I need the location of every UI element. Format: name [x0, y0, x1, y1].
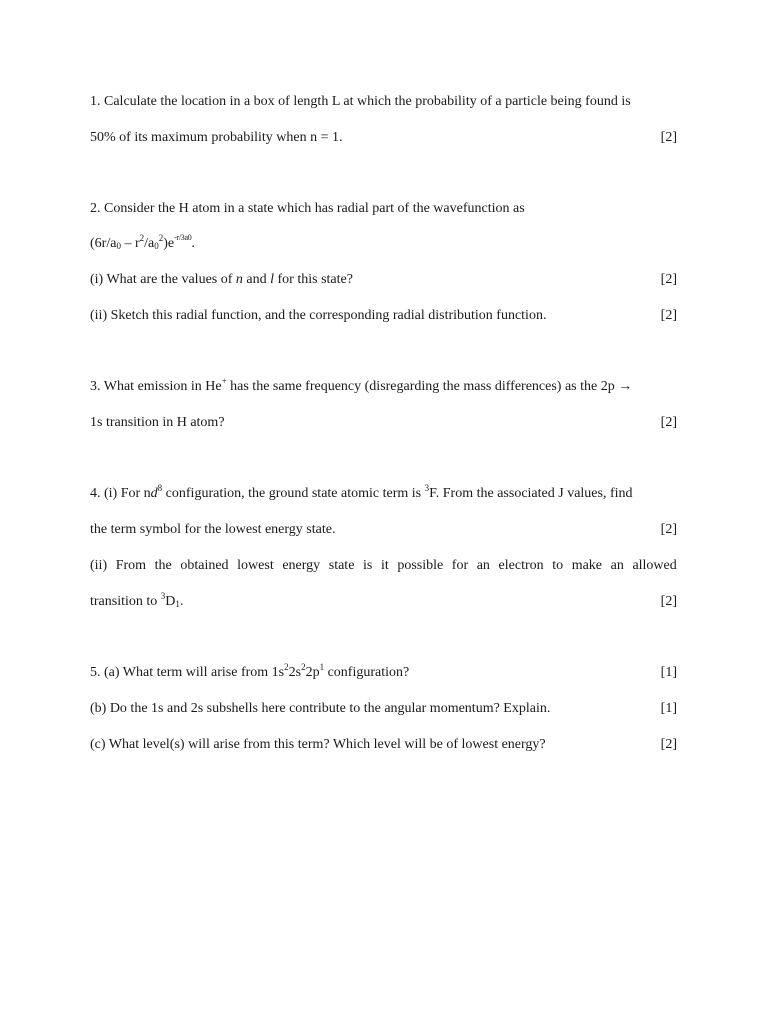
q4-ii-word: (ii) — [90, 558, 108, 573]
q4-text: configuration, the ground state atomic term is — [162, 486, 425, 501]
q2-i-text: for this state? — [274, 272, 353, 287]
q4-ii-word: possible — [397, 558, 444, 573]
q5-a-sup: 2 — [301, 662, 306, 672]
q4-ii-word: an — [476, 558, 490, 573]
q4-ii-text: D — [165, 594, 176, 609]
q4-i-line-2 — [90, 520, 677, 540]
q3-line-1 — [90, 377, 677, 397]
q1-marks: [2] — [660, 130, 677, 145]
q2-i-l: l — [270, 272, 275, 287]
q4-ii-word: for — [451, 558, 469, 573]
q2-formula-sub: 0 — [116, 241, 121, 251]
q2-i-text: (i) What are the values of — [90, 272, 236, 287]
q4-ii-word: electron — [498, 558, 544, 573]
q4-ii-sup: 3 — [160, 591, 166, 601]
q3-marks: [2] — [660, 415, 677, 430]
q5-part-a — [90, 663, 677, 683]
q2-i-marks: [2] — [660, 272, 677, 287]
q1-text-2: 50% of its maximum probability when n = 1. — [90, 130, 343, 145]
q5-a-text: 2p — [305, 665, 320, 680]
q2-i-text: and — [242, 272, 271, 287]
q4-ii-word: to — [552, 558, 564, 573]
q4-text: 4. (i) For n — [90, 486, 151, 501]
q4-ii-word: energy — [282, 558, 321, 573]
q2-formula — [90, 234, 677, 254]
q1-text-1: 1. Calculate the location in a box of length L at which the probability of a particle being found is — [90, 94, 631, 109]
q4-ii-line-2 — [90, 592, 677, 612]
q4-sup: 8 — [157, 483, 163, 493]
q4-ii-marks: [2] — [660, 594, 677, 609]
q2-formula-sup: 2 — [158, 233, 164, 243]
q2-i-n: n — [235, 272, 243, 287]
q5-a-sup: 1 — [319, 662, 325, 672]
q1-line-2 — [90, 128, 677, 148]
q4-ii-word: From — [115, 558, 147, 573]
q4-ii-word: obtained — [180, 558, 229, 573]
q2-formula-part: . — [191, 236, 195, 251]
q2-formula-part: )e — [163, 236, 175, 251]
q4-ii-word: is — [363, 558, 373, 573]
q2-ii-marks: [2] — [660, 308, 677, 323]
q4-ii-word: it — [380, 558, 389, 573]
q4-ii-word: lowest — [237, 558, 274, 573]
q4-ii-word: make — [571, 558, 603, 573]
q2-ii-text: (ii) Sketch this radial function, and the corresponding radial distribution function. — [90, 308, 547, 323]
q3-text: has the same frequency (disregarding the mass differences) as the 2p → — [226, 379, 633, 394]
q4-ii-line-1 — [90, 556, 677, 576]
q2-part-i — [90, 270, 677, 290]
q3-sup: + — [221, 376, 227, 386]
q5-a-text: 5. (a) What term will arise from 1s — [90, 665, 285, 680]
q5-b-text: (b) Do the 1s and 2s subshells here contribute to the angular momentum? Explain. — [90, 701, 551, 716]
q1-line-1 — [90, 92, 677, 112]
q3-text-2: 1s transition in H atom? — [90, 415, 225, 430]
q4-ii-text: transition to — [90, 594, 161, 609]
q5-a-marks: [1] — [660, 665, 677, 680]
q2-formula-part: – r — [120, 236, 140, 251]
q4-term-sup: 3 — [424, 483, 430, 493]
q4-d: d — [150, 486, 158, 501]
q4-ii-word: the — [154, 558, 172, 573]
q2-intro-text: 2. Consider the H atom in a state which has radial part of the wavefunction as — [90, 201, 525, 216]
q4-ii-word: state — [328, 558, 355, 573]
q4-ii-word: allowed — [632, 558, 677, 573]
q5-part-c — [90, 735, 677, 755]
q2-formula-sup: 2 — [139, 233, 145, 243]
q2-part-ii — [90, 306, 677, 326]
q5-c-text: (c) What level(s) will arise from this term? Which level will be of lowest energy? — [90, 737, 546, 752]
q3-line-2 — [90, 413, 677, 433]
q2-formula-sub: 0 — [154, 241, 159, 251]
q2-intro — [90, 199, 677, 219]
q2-formula-exponent: -r/3a0 — [174, 233, 192, 242]
q4-i-marks: [2] — [660, 522, 677, 537]
q4-ii-sub: 1 — [175, 599, 180, 609]
q5-c-marks: [2] — [660, 737, 677, 752]
q5-b-marks: [1] — [660, 701, 677, 716]
q3-text: 3. What emission in He — [90, 379, 222, 394]
q5-a-text: 2s — [288, 665, 302, 680]
q4-text: F. From the associated J values, find — [429, 486, 633, 501]
q4-ii-word: an — [610, 558, 624, 573]
q5-part-b — [90, 699, 677, 719]
q5-a-text: configuration? — [324, 665, 410, 680]
q4-i-line-1 — [90, 484, 677, 504]
q5-a-sup: 2 — [284, 662, 289, 672]
q2-formula-part: /a — [144, 236, 155, 251]
q4-ii-text: . — [179, 594, 184, 609]
q2-formula-part: (6r/a — [90, 236, 117, 251]
q4-i-text-2: the term symbol for the lowest energy state. — [90, 522, 336, 537]
